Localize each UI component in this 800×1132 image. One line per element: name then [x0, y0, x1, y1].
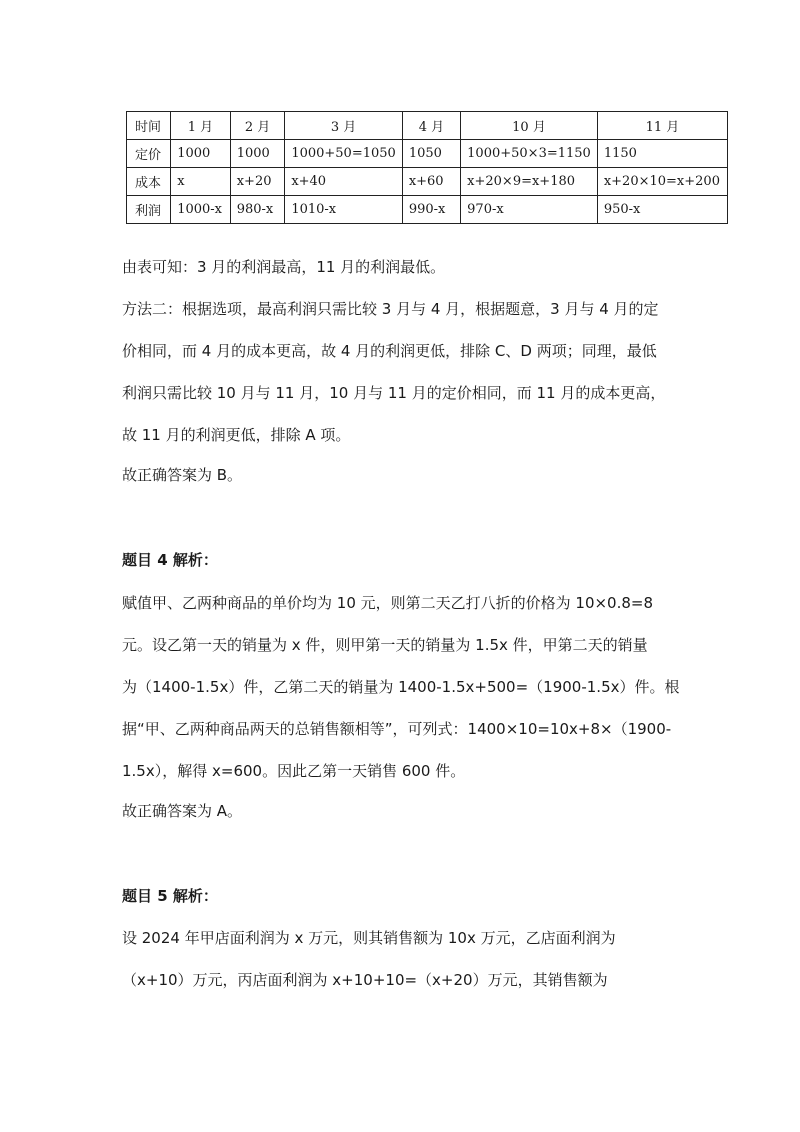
- text-line: 故正确答案为 B。: [122, 466, 243, 484]
- table-cell: 1000: [230, 140, 285, 168]
- row-label-profit: 利润: [127, 196, 171, 224]
- header-cell-time: 时间: [127, 112, 171, 140]
- text-line: 为（1400-1.5x）件，乙第二天的销量为 1400-1.5x+500=（1900-1.5x）件。根: [122, 678, 680, 696]
- header-cell-apr: 4 月: [402, 112, 460, 140]
- text-line: 元。设乙第一天的销量为 x 件，则甲第一天的销量为 1.5x 件，甲第二天的销量: [122, 636, 648, 654]
- question-4-explanation: [122, 582, 702, 792]
- table-cell: 970-x: [461, 196, 598, 224]
- table-cell: x+40: [285, 168, 403, 196]
- table-cell: 1050: [402, 140, 460, 168]
- table-header-row: [127, 112, 728, 140]
- table-cell: x+20×9=x+180: [461, 168, 598, 196]
- text-line: 据“甲、乙两种商品两天的总销售额相等”，可列式：1400×10=10x+8×（1900-: [122, 720, 672, 738]
- text-line: 由表可知：3 月的利润最高，11 月的利润最低。: [122, 258, 446, 276]
- question-5-explanation: [122, 917, 702, 1001]
- header-cell-mar: 3 月: [285, 112, 403, 140]
- text-line: 设 2024 年甲店面利润为 x 万元，则其销售额为 10x 万元，乙店面利润为: [122, 929, 616, 947]
- text-line: 利润只需比较 10 月与 11 月，10 月与 11 月的定价相同，而 11 月的成本更高，: [122, 384, 666, 402]
- table-cell: x+20: [230, 168, 285, 196]
- header-cell-jan: 1 月: [171, 112, 231, 140]
- table-cell: x+60: [402, 168, 460, 196]
- question-5-heading: 题目 5 解析：: [122, 887, 218, 905]
- row-label-price: 定价: [127, 140, 171, 168]
- table-cell: x+20×10=x+200: [597, 168, 727, 196]
- header-cell-feb: 2 月: [230, 112, 285, 140]
- table-row: [127, 196, 728, 224]
- table-row: [127, 168, 728, 196]
- text-line: 赋值甲、乙两种商品的单价均为 10 元，则第二天乙打八折的价格为 10×0.8=8: [122, 594, 654, 612]
- table-cell: 980-x: [230, 196, 285, 224]
- method-two-paragraph: [122, 288, 702, 456]
- text-line: 1.5x），解得 x=600。因此乙第一天销售 600 件。: [122, 762, 466, 780]
- header-cell-oct: 10 月: [461, 112, 598, 140]
- table-cell: 1010-x: [285, 196, 403, 224]
- price-cost-profit-table: [126, 111, 728, 224]
- text-line: 故正确答案为 A。: [122, 802, 243, 820]
- table-cell: 1000: [171, 140, 231, 168]
- text-line: 故 11 月的利润更低，排除 A 项。: [122, 426, 351, 444]
- table-cell: 1000-x: [171, 196, 231, 224]
- table-cell: 1000+50×3=1150: [461, 140, 598, 168]
- table-cell: 1150: [597, 140, 727, 168]
- table-cell: 950-x: [597, 196, 727, 224]
- answer-b: [122, 454, 702, 496]
- question-4-heading: 题目 4 解析：: [122, 551, 218, 569]
- table-conclusion: [122, 246, 702, 288]
- answer-a: [122, 790, 702, 832]
- header-cell-nov: 11 月: [597, 112, 727, 140]
- table-cell: 1000+50=1050: [285, 140, 403, 168]
- text-line: 方法二：根据选项，最高利润只需比较 3 月与 4 月，根据题意，3 月与 4 月的定: [122, 300, 659, 318]
- text-line: （x+10）万元，丙店面利润为 x+10+10=（x+20）万元，其销售额为: [122, 971, 608, 989]
- row-label-cost: 成本: [127, 168, 171, 196]
- table-cell: 990-x: [402, 196, 460, 224]
- text-line: 价相同，而 4 月的成本更高，故 4 月的利润更低，排除 C、D 两项；同理，最低: [122, 342, 657, 360]
- table-cell: x: [171, 168, 231, 196]
- table-row: [127, 140, 728, 168]
